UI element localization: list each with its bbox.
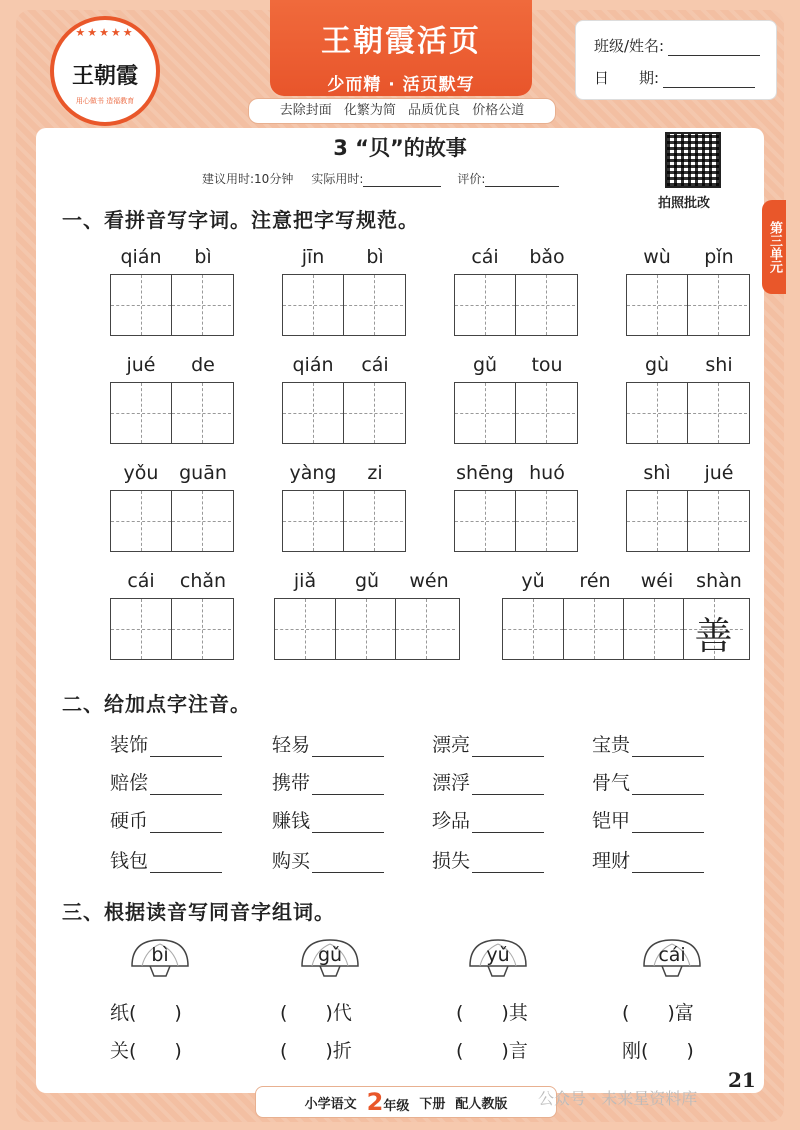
pinyin-answer-line[interactable] [312,736,384,757]
pinyin-grid-group [110,354,234,444]
lesson-title: 3 “贝”的故事 [333,136,467,160]
word-text: 铠甲 [592,810,631,832]
word-text: 漂浮 [432,772,471,794]
writing-cell[interactable] [111,275,171,335]
shell-icon [640,936,704,980]
annotate-word [432,846,544,873]
shell-icon [128,936,192,980]
annotate-word [592,846,704,873]
pinyin-row [274,570,460,598]
class-name-label: 班级/姓名: [594,37,665,55]
pinyin-grid-group [454,246,578,336]
writing-boxes [626,274,750,336]
pinyin-grid-group [282,462,406,552]
word-text: 购买 [272,850,311,872]
pinyin-answer-line[interactable] [312,812,384,833]
writing-cell[interactable] [627,383,687,443]
pinyin-answer-line[interactable] [632,774,704,795]
pinyin-syllable: qián [120,246,162,268]
pinyin-syllable: huó [529,462,565,484]
pinyin-answer-line[interactable] [472,812,544,833]
annotate-word [272,846,384,873]
writing-cell[interactable] [343,383,403,443]
star-icons: ★★★★★ [75,26,135,39]
pinyin-syllable: gǔ [472,354,498,376]
watermark: 公众号 · 未来星资料库 [538,1089,698,1108]
pinyin-syllable: shàn [696,570,742,592]
pinyin-row [454,354,578,382]
annotate-word [432,806,544,833]
pinyin-syllable: chǎn [179,570,227,592]
pinyin-syllable: cái [361,354,389,376]
pinyin-syllable: de [191,354,215,376]
evaluation-label: 评价: [457,172,486,186]
pinyin-syllable: yǒu [123,462,159,484]
annotate-word [592,806,704,833]
writing-boxes [274,598,460,660]
writing-cell[interactable] [343,491,403,551]
pinyin-syllable: shi [705,354,733,376]
pinyin-grid-group [110,570,234,660]
homophone-fill[interactable]: 纸( ) [110,1002,182,1024]
pinyin-row [110,354,234,382]
writing-boxes [454,490,578,552]
pinyin-syllable: cái [127,570,155,592]
pinyin-grid-group [626,462,750,552]
writing-cell[interactable] [283,275,343,335]
pinyin-row [110,246,234,274]
actual-time-label: 实际用时: [311,172,364,186]
homophone-fill[interactable]: 关( ) [110,1040,182,1062]
section1-title: 一、看拼音写字词。注意把字写规范。 [62,208,419,232]
writing-cell[interactable] [515,275,575,335]
pinyin-row [282,354,406,382]
banner-subtitle: 少而精 · 活页默写 [327,75,475,95]
writing-cell[interactable] [455,491,515,551]
sample-char: 善 [694,614,733,658]
writing-cell[interactable] [111,491,171,551]
pinyin-row [282,246,406,274]
pinyin-grid-group [454,354,578,444]
pinyin-row [626,246,750,274]
pinyin-row [110,462,234,490]
annotate-word [432,730,544,757]
writing-boxes [282,382,406,444]
pinyin-answer-line[interactable] [150,812,222,833]
annotate-word [272,730,384,757]
time-row [202,170,559,187]
suggested-time: 建议用时:10分钟 [202,172,294,186]
annotate-word [272,768,384,795]
writing-boxes [110,274,234,336]
word-text: 理财 [592,850,631,872]
footer-volume: 下册 [419,1096,446,1112]
date-field[interactable] [663,71,755,88]
unit-tab: 第三单元 [762,200,786,294]
qr-code-icon[interactable] [665,132,721,188]
word-text: 装饰 [110,734,149,756]
page-number: 21 [728,1068,756,1092]
annotate-word [110,846,222,873]
pinyin-answer-line[interactable] [312,774,384,795]
homophone-fill[interactable]: ( )言 [456,1040,528,1062]
word-text: 硬币 [110,810,149,832]
section3-title: 三、根据读音写同音字组词。 [62,900,335,924]
pinyin-answer-line[interactable] [632,852,704,873]
class-name-field[interactable] [668,39,760,56]
writing-cell[interactable] [395,599,455,659]
writing-boxes [110,598,234,660]
pinyin-row [626,462,750,490]
writing-cell[interactable] [687,275,747,335]
evaluation-field[interactable] [485,172,559,187]
pinyin-syllable: wéi [640,570,674,592]
pinyin-grid-group [110,246,234,336]
pinyin-row [110,570,234,598]
pinyin-syllable: gù [644,354,670,376]
writing-cell[interactable] [515,491,575,551]
annotate-word [110,768,222,795]
pinyin-syllable: bǎo [529,246,565,268]
pinyin-grid-group [282,354,406,444]
word-text: 钱包 [110,850,149,872]
pinyin-answer-line[interactable] [150,774,222,795]
pinyin-answer-line[interactable] [472,852,544,873]
writing-cell[interactable] [683,599,743,659]
writing-boxes [110,382,234,444]
word-text: 赔偿 [110,772,149,794]
pinyin-syllable: bì [366,246,384,268]
annotate-word [592,730,704,757]
writing-cell[interactable] [623,599,683,659]
writing-cell[interactable] [111,383,171,443]
pinyin-grid-group [274,570,460,660]
writing-boxes [454,382,578,444]
pinyin-syllable: guān [179,462,227,484]
pinyin-syllable: gǔ [354,570,380,592]
pinyin-syllable: pǐn [704,246,734,268]
footer-grade-label: 年级 [383,1099,410,1114]
writing-cell[interactable] [275,599,335,659]
pinyin-syllable: tou [531,354,563,376]
pinyin-syllable: qián [292,354,334,376]
shell-pinyin: yǔ [486,944,510,966]
annotate-word [110,806,222,833]
logo-name: 王朝霞 [71,63,138,89]
writing-cell[interactable] [563,599,623,659]
pinyin-row [626,354,750,382]
homophone-fill[interactable]: 刚( ) [622,1040,694,1062]
brand-logo [50,16,160,126]
pinyin-syllable: shēng [456,462,514,484]
footer-subject: 小学语文 [304,1096,357,1112]
word-text: 漂亮 [432,734,471,756]
pinyin-grid-group [110,462,234,552]
logo-sub: 用心做书 造福教育 [75,97,135,105]
writing-cell[interactable] [687,491,747,551]
writing-cell[interactable] [627,275,687,335]
slogan: 去除封面 化繁为简 品质优良 价格公道 [248,98,556,124]
pinyin-answer-line[interactable] [472,774,544,795]
pinyin-row [502,570,750,598]
pinyin-answer-line[interactable] [150,736,222,757]
footer-edition: 配人教版 [455,1096,508,1112]
writing-cell[interactable] [171,383,231,443]
shell-pinyin: bì [151,944,169,966]
pinyin-answer-line[interactable] [150,852,222,873]
pinyin-syllable: jué [126,354,156,376]
pinyin-grid-group [502,570,750,660]
writing-cell[interactable] [111,599,171,659]
section2-title: 二、给加点字注音。 [62,692,251,716]
pinyin-syllable: bì [194,246,212,268]
writing-boxes [626,382,750,444]
footer-bar [255,1086,557,1118]
pinyin-syllable: cái [471,246,499,268]
pinyin-syllable: yǔ [521,570,545,592]
word-text: 宝贵 [592,734,631,756]
word-text: 损失 [432,850,471,872]
writing-boxes [626,490,750,552]
writing-cell[interactable] [171,491,231,551]
pinyin-answer-line[interactable] [472,736,544,757]
qr-label: 拍照批改 [658,196,711,211]
writing-cell[interactable] [171,275,231,335]
writing-cell[interactable] [455,383,515,443]
writing-cell[interactable] [171,599,231,659]
pinyin-syllable: jué [704,462,734,484]
pinyin-syllable: jiǎ [293,570,317,592]
pinyin-syllable: shì [643,462,671,484]
pinyin-row [282,462,406,490]
writing-cell[interactable] [283,491,343,551]
word-text: 骨气 [592,772,631,794]
pinyin-row [454,462,578,490]
homophone-fill[interactable]: ( )其 [456,1002,528,1024]
pinyin-answer-line[interactable] [632,736,704,757]
shell-icon [298,936,362,980]
shell-pinyin: cái [658,944,686,966]
pinyin-syllable: zi [367,462,383,484]
writing-boxes [282,274,406,336]
writing-boxes [502,598,750,660]
writing-cell[interactable] [335,599,395,659]
pinyin-row [454,246,578,274]
annotate-word [110,730,222,757]
pinyin-answer-line[interactable] [632,812,704,833]
writing-cell[interactable] [503,599,563,659]
title-banner [270,0,532,96]
footer-grade-num: 2 [366,1088,384,1116]
writing-cell[interactable] [283,383,343,443]
pinyin-syllable: wén [409,570,449,592]
word-text: 赚钱 [272,810,311,832]
shell-icon [466,936,530,980]
student-info-box [575,20,777,100]
homophone-fill[interactable]: ( )富 [622,1002,694,1024]
writing-cell[interactable] [687,383,747,443]
date-row [594,67,755,88]
annotate-word [592,768,704,795]
writing-cell[interactable] [455,275,515,335]
writing-boxes [282,490,406,552]
writing-cell[interactable] [627,491,687,551]
writing-boxes [454,274,578,336]
actual-time-field[interactable] [363,172,441,187]
homophone-fill[interactable]: ( )代 [280,1002,352,1024]
annotate-word [432,768,544,795]
class-name-row [594,35,760,56]
pinyin-syllable: rén [579,570,611,592]
word-text: 携带 [272,772,311,794]
pinyin-syllable: wù [643,246,671,268]
writing-cell[interactable] [515,383,575,443]
pinyin-grid-group [454,462,578,552]
writing-boxes [110,490,234,552]
pinyin-grid-group [626,354,750,444]
word-text: 珍品 [432,810,471,832]
homophone-fill[interactable]: ( )折 [280,1040,352,1062]
pinyin-grid-group [626,246,750,336]
writing-cell[interactable] [343,275,403,335]
pinyin-grid-group [282,246,406,336]
shell-pinyin: gǔ [317,944,343,966]
word-text: 轻易 [272,734,311,756]
date-label: 日 期: [594,69,660,87]
annotate-word [272,806,384,833]
pinyin-answer-line[interactable] [312,852,384,873]
pinyin-syllable: yàng [289,462,337,484]
pinyin-syllable: jīn [301,246,325,268]
banner-title: 王朝霞活页 [321,24,481,59]
